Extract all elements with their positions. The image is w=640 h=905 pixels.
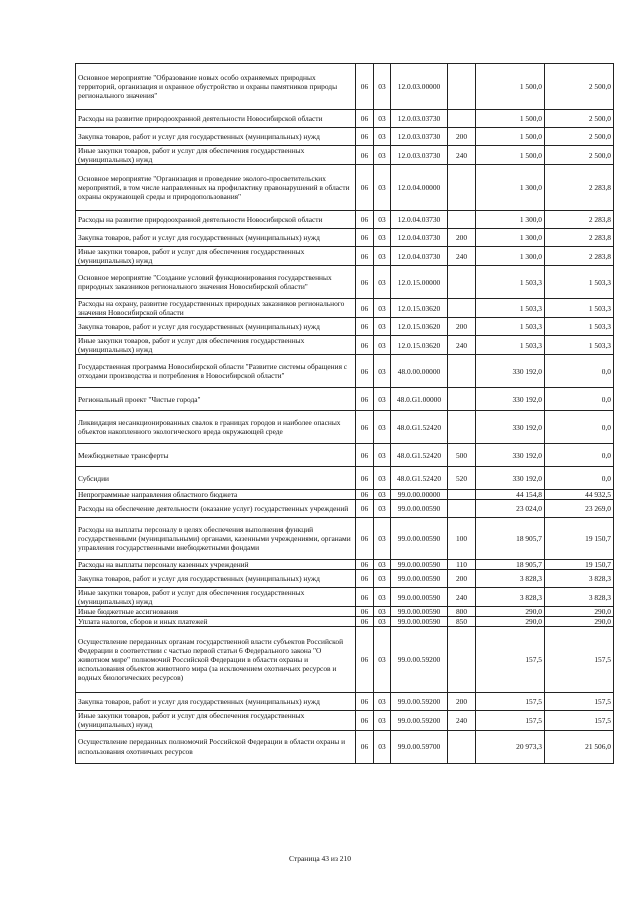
cell-target-code: 12.0.15.03620 <box>391 318 448 336</box>
table-row <box>76 388 614 411</box>
cell-subsection: 03 <box>374 388 391 411</box>
cell-section: 06 <box>356 693 374 711</box>
cell-name: Расходы на охрану, развитие государственных природных заказников регионального значения Новосибирской области <box>76 299 356 318</box>
cell-target-code: 12.0.04.00000 <box>391 165 448 211</box>
cell-amount-1: 330 192,0 <box>476 355 545 388</box>
cell-section: 06 <box>356 490 374 500</box>
cell-amount-1: 20 973,3 <box>476 730 545 763</box>
page-footer: Страница 43 из 210 <box>288 854 352 863</box>
cell-subsection: 03 <box>374 617 391 627</box>
cell-target-code: 12.0.03.03730 <box>391 146 448 165</box>
cell-amount-2: 21 506,0 <box>545 730 614 763</box>
cell-name: Закупка товаров, работ и услуг для государственных (муниципальных) нужд <box>76 693 356 711</box>
cell-amount-1: 1 500,0 <box>476 128 545 146</box>
cell-expense-type: 200 <box>448 570 476 588</box>
cell-target-code: 99.0.00.00000 <box>391 490 448 500</box>
cell-section: 06 <box>356 467 374 490</box>
table-row <box>76 570 614 588</box>
cell-subsection: 03 <box>374 165 391 211</box>
cell-target-code: 12.0.15.00000 <box>391 266 448 299</box>
cell-name: Основное мероприятие "Организация и проведение эколого-просветительских мероприятий, в том числе направленных на профилактику правонарушений в области охраны окружающей среды и природопользования" <box>76 165 356 211</box>
cell-amount-1: 44 154,8 <box>476 490 545 500</box>
cell-amount-1: 23 024,0 <box>476 500 545 518</box>
cell-amount-2: 2 500,0 <box>545 146 614 165</box>
cell-amount-2: 1 503,3 <box>545 299 614 318</box>
cell-amount-1: 1 503,3 <box>476 318 545 336</box>
cell-amount-2: 2 500,0 <box>545 110 614 128</box>
cell-amount-1: 1 503,3 <box>476 266 545 299</box>
cell-name: Расходы на обеспечение деятельности (оказание услуг) государственных учреждений <box>76 500 356 518</box>
cell-amount-2: 157,5 <box>545 711 614 730</box>
cell-name: Уплата налогов, сборов и иных платежей <box>76 617 356 627</box>
cell-section: 06 <box>356 211 374 229</box>
cell-section: 06 <box>356 146 374 165</box>
cell-name: Иные бюджетные ассигнования <box>76 607 356 617</box>
cell-section: 06 <box>356 627 374 693</box>
cell-amount-2: 157,5 <box>545 627 614 693</box>
cell-amount-1: 157,5 <box>476 627 545 693</box>
cell-amount-1: 1 500,0 <box>476 110 545 128</box>
cell-name: Расходы на выплаты персоналу казенных учреждений <box>76 560 356 570</box>
table-row <box>76 299 614 318</box>
cell-expense-type <box>448 211 476 229</box>
cell-amount-1: 1 503,3 <box>476 336 545 355</box>
cell-subsection: 03 <box>374 211 391 229</box>
cell-expense-type: 240 <box>448 588 476 607</box>
cell-amount-2: 1 503,3 <box>545 318 614 336</box>
cell-expense-type <box>448 627 476 693</box>
cell-section: 06 <box>356 500 374 518</box>
cell-amount-2: 2 500,0 <box>545 128 614 146</box>
table-row <box>76 518 614 560</box>
cell-name: Субсидии <box>76 467 356 490</box>
cell-amount-2: 290,0 <box>545 607 614 617</box>
cell-subsection: 03 <box>374 607 391 617</box>
cell-target-code: 99.0.00.00590 <box>391 588 448 607</box>
cell-amount-1: 1 300,0 <box>476 211 545 229</box>
table-row <box>76 146 614 165</box>
cell-name: Государственная программа Новосибирской области "Развитие системы обращения с отходами производства и потребления в Новосибирской области" <box>76 355 356 388</box>
table-row <box>76 588 614 607</box>
cell-section: 06 <box>356 711 374 730</box>
cell-name: Осуществление переданных полномочий Российской Федерации в области охраны и использования охотничьих ресурсов <box>76 730 356 763</box>
table-row <box>76 560 614 570</box>
cell-section: 06 <box>356 570 374 588</box>
cell-section: 06 <box>356 617 374 627</box>
cell-amount-2: 2 283,8 <box>545 229 614 247</box>
table-row <box>76 693 614 711</box>
cell-expense-type: 200 <box>448 229 476 247</box>
cell-expense-type <box>448 266 476 299</box>
cell-target-code: 99.0.00.59200 <box>391 711 448 730</box>
cell-expense-type <box>448 110 476 128</box>
cell-amount-1: 157,5 <box>476 711 545 730</box>
cell-subsection: 03 <box>374 730 391 763</box>
cell-amount-1: 290,0 <box>476 617 545 627</box>
cell-name: Осуществление переданных органам государственной власти субъектов Российской Федерации в соответствии с частью первой статьи 6 Федерального закона "О животном мире" полномочий Российской Федерации в области охраны и использования объектов животного мира (за исключением охотничьих ресурсов и водных биологических ресурсов) <box>76 627 356 693</box>
cell-section: 06 <box>356 128 374 146</box>
cell-amount-2: 0,0 <box>545 444 614 467</box>
table-row <box>76 711 614 730</box>
cell-name: Региональный проект "Чистые города" <box>76 388 356 411</box>
cell-target-code: 48.0.G1.52420 <box>391 467 448 490</box>
cell-target-code: 12.0.04.03730 <box>391 247 448 266</box>
cell-name: Основное мероприятие "Создание условий функционирования государственных природных заказников регионального значения Новосибирской области" <box>76 266 356 299</box>
cell-expense-type <box>448 730 476 763</box>
table-row <box>76 500 614 518</box>
cell-section: 06 <box>356 444 374 467</box>
cell-amount-1: 18 905,7 <box>476 518 545 560</box>
table-row <box>76 247 614 266</box>
cell-expense-type: 500 <box>448 444 476 467</box>
cell-subsection: 03 <box>374 266 391 299</box>
cell-section: 06 <box>356 318 374 336</box>
cell-subsection: 03 <box>374 444 391 467</box>
cell-amount-2: 0,0 <box>545 388 614 411</box>
cell-subsection: 03 <box>374 467 391 490</box>
cell-name: Расходы на развитие природоохранной деятельности Новосибирской области <box>76 110 356 128</box>
cell-amount-2: 2 500,0 <box>545 64 614 110</box>
cell-subsection: 03 <box>374 128 391 146</box>
budget-table <box>75 63 614 764</box>
cell-expense-type: 240 <box>448 247 476 266</box>
cell-section: 06 <box>356 110 374 128</box>
cell-expense-type: 520 <box>448 467 476 490</box>
cell-section: 06 <box>356 165 374 211</box>
cell-subsection: 03 <box>374 299 391 318</box>
cell-subsection: 03 <box>374 336 391 355</box>
cell-name: Межбюджетные трансферты <box>76 444 356 467</box>
cell-section: 06 <box>356 730 374 763</box>
table-row <box>76 617 614 627</box>
cell-name: Основное мероприятие "Образование новых особо охраняемых природных территорий, организация и охранное обустройство и охраны памятников природы регионального значения" <box>76 64 356 110</box>
cell-section: 06 <box>356 355 374 388</box>
cell-amount-2: 290,0 <box>545 617 614 627</box>
cell-expense-type <box>448 299 476 318</box>
cell-subsection: 03 <box>374 411 391 444</box>
cell-target-code: 12.0.04.03730 <box>391 211 448 229</box>
cell-amount-2: 1 503,3 <box>545 336 614 355</box>
cell-amount-2: 3 828,3 <box>545 588 614 607</box>
table-row <box>76 467 614 490</box>
cell-subsection: 03 <box>374 318 391 336</box>
cell-section: 06 <box>356 299 374 318</box>
cell-amount-1: 1 503,3 <box>476 299 545 318</box>
cell-amount-2: 0,0 <box>545 467 614 490</box>
cell-name: Закупка товаров, работ и услуг для государственных (муниципальных) нужд <box>76 318 356 336</box>
cell-subsection: 03 <box>374 229 391 247</box>
cell-target-code: 48.0.G1.00000 <box>391 388 448 411</box>
cell-section: 06 <box>356 388 374 411</box>
cell-section: 06 <box>356 588 374 607</box>
cell-amount-2: 0,0 <box>545 355 614 388</box>
cell-amount-2: 0,0 <box>545 411 614 444</box>
cell-section: 06 <box>356 266 374 299</box>
table-row <box>76 336 614 355</box>
cell-expense-type: 800 <box>448 607 476 617</box>
table-row <box>76 266 614 299</box>
cell-expense-type: 240 <box>448 711 476 730</box>
cell-amount-1: 3 828,3 <box>476 570 545 588</box>
cell-section: 06 <box>356 336 374 355</box>
cell-subsection: 03 <box>374 693 391 711</box>
table-row <box>76 444 614 467</box>
cell-expense-type <box>448 500 476 518</box>
cell-target-code: 12.0.04.03730 <box>391 229 448 247</box>
cell-subsection: 03 <box>374 490 391 500</box>
cell-amount-1: 330 192,0 <box>476 444 545 467</box>
cell-amount-2: 2 283,8 <box>545 211 614 229</box>
cell-amount-1: 330 192,0 <box>476 411 545 444</box>
cell-target-code: 99.0.00.00590 <box>391 570 448 588</box>
cell-subsection: 03 <box>374 500 391 518</box>
cell-amount-1: 330 192,0 <box>476 388 545 411</box>
cell-amount-1: 1 500,0 <box>476 146 545 165</box>
table-row <box>76 165 614 211</box>
table-row <box>76 411 614 444</box>
cell-subsection: 03 <box>374 146 391 165</box>
cell-section: 06 <box>356 560 374 570</box>
cell-amount-2: 3 828,3 <box>545 570 614 588</box>
cell-amount-1: 1 300,0 <box>476 229 545 247</box>
table-row <box>76 730 614 763</box>
cell-amount-1: 3 828,3 <box>476 588 545 607</box>
cell-target-code: 48.0.00.00000 <box>391 355 448 388</box>
cell-target-code: 12.0.03.00000 <box>391 64 448 110</box>
cell-subsection: 03 <box>374 64 391 110</box>
cell-expense-type: 240 <box>448 146 476 165</box>
cell-section: 06 <box>356 247 374 266</box>
cell-target-code: 99.0.00.00590 <box>391 617 448 627</box>
cell-subsection: 03 <box>374 627 391 693</box>
cell-amount-2: 2 283,8 <box>545 165 614 211</box>
cell-section: 06 <box>356 229 374 247</box>
cell-name: Закупка товаров, работ и услуг для государственных (муниципальных) нужд <box>76 570 356 588</box>
cell-amount-2: 157,5 <box>545 693 614 711</box>
cell-amount-1: 1 300,0 <box>476 165 545 211</box>
cell-expense-type: 850 <box>448 617 476 627</box>
table-row <box>76 355 614 388</box>
cell-name: Закупка товаров, работ и услуг для государственных (муниципальных) нужд <box>76 128 356 146</box>
table-row <box>76 64 614 110</box>
cell-target-code: 99.0.00.00590 <box>391 518 448 560</box>
cell-amount-1: 1 300,0 <box>476 247 545 266</box>
cell-subsection: 03 <box>374 355 391 388</box>
cell-expense-type: 200 <box>448 693 476 711</box>
cell-expense-type <box>448 355 476 388</box>
cell-subsection: 03 <box>374 711 391 730</box>
cell-target-code: 12.0.03.03730 <box>391 128 448 146</box>
cell-subsection: 03 <box>374 110 391 128</box>
cell-name: Закупка товаров, работ и услуг для государственных (муниципальных) нужд <box>76 229 356 247</box>
table-row <box>76 318 614 336</box>
cell-target-code: 12.0.03.03730 <box>391 110 448 128</box>
cell-section: 06 <box>356 64 374 110</box>
table-row <box>76 211 614 229</box>
cell-expense-type <box>448 388 476 411</box>
cell-expense-type: 200 <box>448 128 476 146</box>
cell-target-code: 48.0.G1.52420 <box>391 444 448 467</box>
cell-amount-2: 44 932,5 <box>545 490 614 500</box>
cell-subsection: 03 <box>374 560 391 570</box>
cell-target-code: 99.0.00.00590 <box>391 560 448 570</box>
cell-amount-2: 19 150,7 <box>545 560 614 570</box>
cell-subsection: 03 <box>374 588 391 607</box>
cell-expense-type <box>448 165 476 211</box>
cell-target-code: 99.0.00.00590 <box>391 607 448 617</box>
cell-amount-2: 23 269,0 <box>545 500 614 518</box>
cell-amount-2: 2 283,8 <box>545 247 614 266</box>
cell-expense-type: 100 <box>448 518 476 560</box>
cell-subsection: 03 <box>374 247 391 266</box>
cell-expense-type <box>448 64 476 110</box>
cell-amount-1: 330 192,0 <box>476 467 545 490</box>
cell-target-code: 99.0.00.59700 <box>391 730 448 763</box>
table-row <box>76 110 614 128</box>
table-row <box>76 229 614 247</box>
cell-section: 06 <box>356 518 374 560</box>
cell-amount-1: 18 905,7 <box>476 560 545 570</box>
cell-expense-type: 110 <box>448 560 476 570</box>
cell-amount-1: 290,0 <box>476 607 545 617</box>
cell-amount-1: 1 500,0 <box>476 64 545 110</box>
cell-name: Непрограммные направления областного бюджета <box>76 490 356 500</box>
cell-amount-2: 1 503,3 <box>545 266 614 299</box>
cell-name: Расходы на развитие природоохранной деятельности Новосибирской области <box>76 211 356 229</box>
cell-target-code: 12.0.15.03620 <box>391 336 448 355</box>
table-row <box>76 128 614 146</box>
cell-target-code: 12.0.15.03620 <box>391 299 448 318</box>
table-row <box>76 490 614 500</box>
cell-target-code: 99.0.00.00590 <box>391 500 448 518</box>
cell-amount-2: 19 150,7 <box>545 518 614 560</box>
cell-subsection: 03 <box>374 518 391 560</box>
cell-expense-type: 200 <box>448 318 476 336</box>
table-row <box>76 627 614 693</box>
cell-target-code: 99.0.00.59200 <box>391 693 448 711</box>
cell-target-code: 99.0.00.59200 <box>391 627 448 693</box>
table-body <box>76 64 614 764</box>
cell-name: Ликвидация несанкционированных свалок в границах городов и наиболее опасных объектов накопленного экологического вреда окружающей среде <box>76 411 356 444</box>
cell-name: Иные закупки товаров, работ и услуг для обеспечения государственных (муниципальных) нужд <box>76 146 356 165</box>
cell-section: 06 <box>356 411 374 444</box>
cell-subsection: 03 <box>374 570 391 588</box>
cell-name: Иные закупки товаров, работ и услуг для обеспечения государственных (муниципальных) нужд <box>76 336 356 355</box>
cell-name: Расходы на выплаты персоналу в целях обеспечения выполнения функций государственными (муниципальными) органами, казенными учреждениями, органами управления государственными внебюджетными фондами <box>76 518 356 560</box>
cell-amount-1: 157,5 <box>476 693 545 711</box>
cell-target-code: 48.0.G1.52420 <box>391 411 448 444</box>
cell-expense-type <box>448 490 476 500</box>
cell-expense-type <box>448 411 476 444</box>
cell-expense-type: 240 <box>448 336 476 355</box>
cell-section: 06 <box>356 607 374 617</box>
cell-name: Иные закупки товаров, работ и услуг для обеспечения государственных (муниципальных) нужд <box>76 711 356 730</box>
table-row <box>76 607 614 617</box>
cell-name: Иные закупки товаров, работ и услуг для обеспечения государственных (муниципальных) нужд <box>76 247 356 266</box>
cell-name: Иные закупки товаров, работ и услуг для обеспечения государственных (муниципальных) нужд <box>76 588 356 607</box>
